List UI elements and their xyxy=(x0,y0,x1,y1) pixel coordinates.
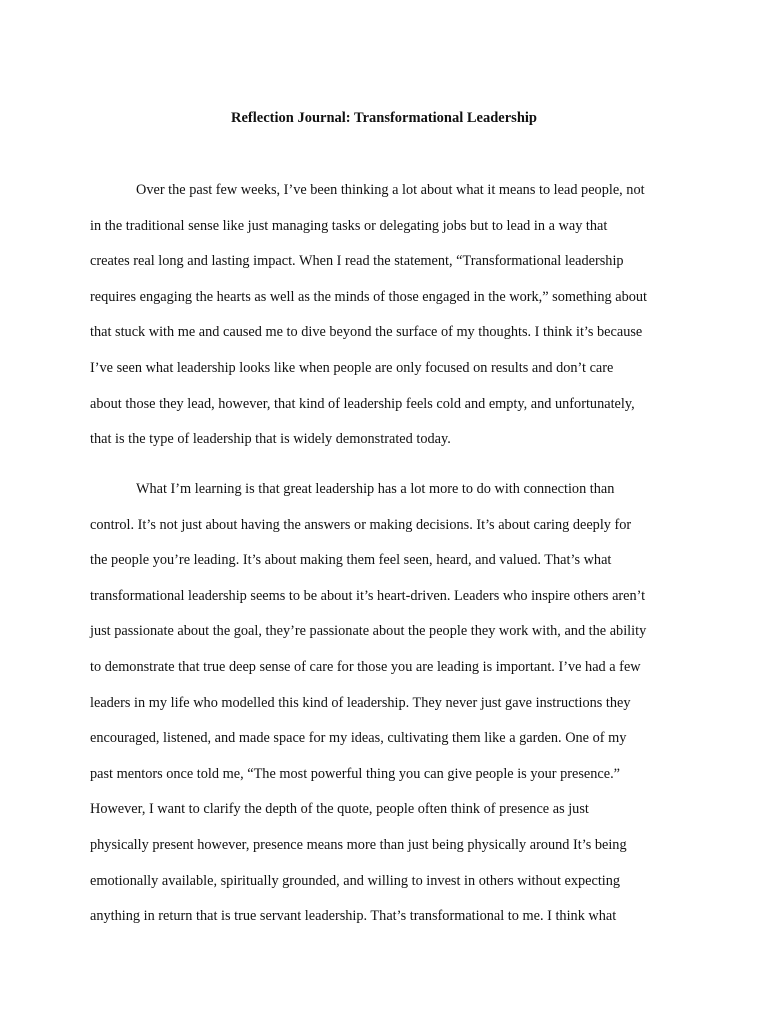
paragraph-line: Over the past few weeks, I’ve been thinking a lot about what it means to lead people, not xyxy=(136,182,645,198)
paragraph-line: past mentors once told me, “The most powerful thing you can give people is your presence.” xyxy=(90,765,621,782)
paragraph-line: the people you’re leading. It’s about making them feel seen, heard, and valued. That’s what xyxy=(90,552,612,569)
paragraph-line: emotionally available, spiritually grounded, and willing to invest in others without expecting xyxy=(90,872,621,889)
document-title: Reflection Journal: Transformational Leadership xyxy=(231,110,537,126)
paragraph-line: leaders in my life who modelled this kind of leadership. They never just gave instructions they xyxy=(90,694,631,711)
paragraph-line: requires engaging the hearts as well as the minds of those engaged in the work,” something about xyxy=(90,288,648,305)
paragraph-line: in the traditional sense like just managing tasks or delegating jobs but to lead in a way that xyxy=(90,217,608,234)
paragraph-line: that stuck with me and caused me to dive beyond the surface of my thoughts. I think it’s because xyxy=(90,324,643,341)
paragraph-line: However, I want to clarify the depth of the quote, people often think of presence as just xyxy=(90,801,589,818)
paragraph-line: control. It’s not just about having the answers or making decisions. It’s about caring deeply for xyxy=(90,516,632,533)
paragraph-line: creates real long and lasting impact. When I read the statement, “Transformational leadership xyxy=(90,253,624,270)
paragraph-line: physically present however, presence means more than just being physically around It’s being xyxy=(90,836,627,853)
paragraph-line: encouraged, listened, and made space for my ideas, cultivating them like a garden. One of my xyxy=(90,730,627,747)
paragraph-line: that is the type of leadership that is widely demonstrated today. xyxy=(90,431,451,448)
paragraph-line: transformational leadership seems to be about it’s heart-driven. Leaders who inspire others aren’t xyxy=(90,587,646,604)
paragraph-line: about those they lead, however, that kind of leadership feels cold and empty, and unfortunately, xyxy=(90,395,635,412)
paragraph-1 xyxy=(90,180,690,465)
paragraph-line: just passionate about the goal, they’re passionate about the people they work with, and the ability xyxy=(90,623,647,640)
paragraph-2 xyxy=(90,479,690,942)
paragraph-line: What I’m learning is that great leadership has a lot more to do with connection than xyxy=(136,481,615,497)
paragraph-line: I’ve seen what leadership looks like when people are only focused on results and don’t care xyxy=(90,359,614,376)
paragraph-line: to demonstrate that true deep sense of care for those you are leading is important. I’ve had a few xyxy=(90,658,641,675)
paragraph-line: anything in return that is true servant leadership. That’s transformational to me. I think what xyxy=(90,908,617,925)
